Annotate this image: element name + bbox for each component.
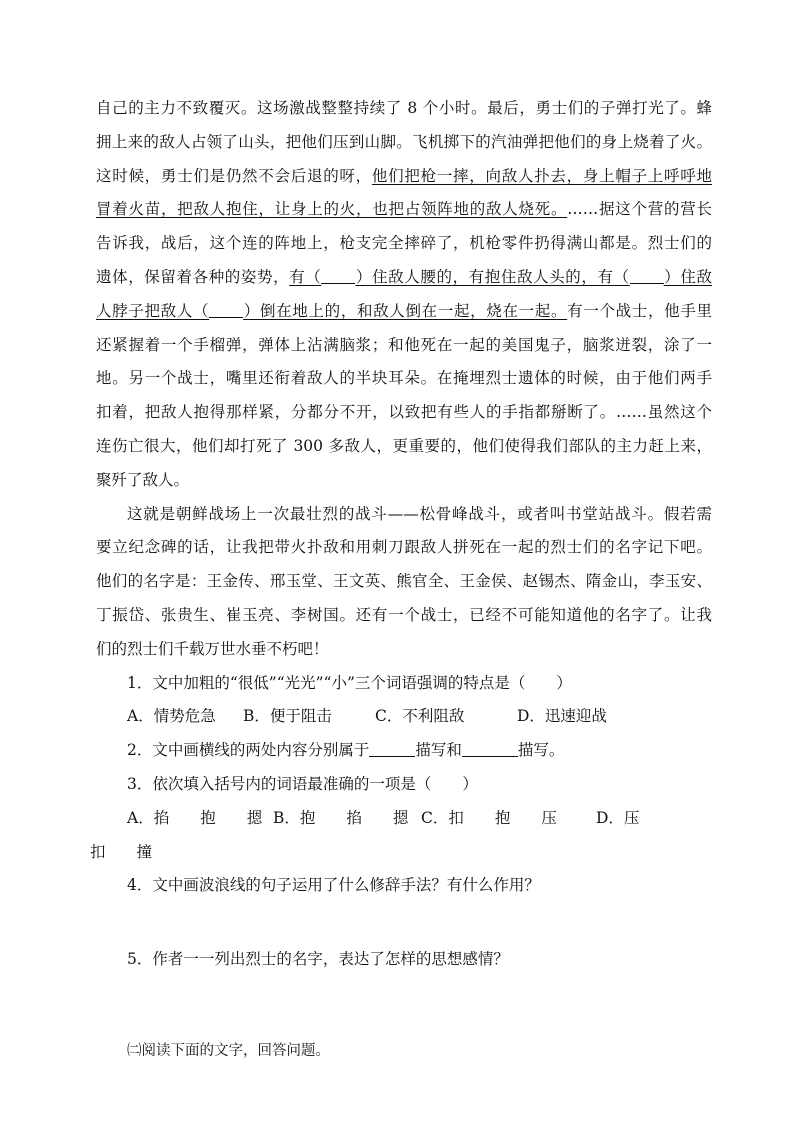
passage-text: ……据这个营的营长 xyxy=(567,200,712,219)
underlined-sentence: 人脖子把敌人（ ）倒在地上的，和敌人倒在一起，烧在一起。 xyxy=(96,301,568,320)
question-5: 5．作者一一列出烈士的名字，表达了怎样的思想感情？ xyxy=(127,950,509,969)
passage-text: 遗体，保留着各种的姿势， xyxy=(96,267,290,286)
option-a[interactable]: A．情势危急 xyxy=(127,707,216,726)
underlined-sentence: 冒着火苗，把敌人抱住，让身上的火，也把占领阵地的敌人烧死。 xyxy=(96,200,568,219)
question-2-text: 2．文中画横线的两处内容分别属于 xyxy=(127,741,370,760)
option-a[interactable]: A．掐 抱 摁 xyxy=(127,808,263,827)
passage-line: 扣着，把敌人抱得那样紧，分都分不开，以致把有些人的手指都掰断了。……虽然这个 xyxy=(96,403,712,422)
answer-space[interactable] xyxy=(96,903,712,943)
question-2 xyxy=(96,734,712,768)
passage-line xyxy=(96,160,712,194)
passage-line xyxy=(96,261,712,295)
answer-space[interactable] xyxy=(96,977,712,1035)
option-b[interactable]: B．便于阻击 xyxy=(243,707,332,726)
passage-line: 地。另一个战士，嘴里还衔着敌人的半块耳朵。在掩埋烈士遗体的时候，由于他们两手 xyxy=(96,369,712,388)
section-heading: ㈡阅读下面的文字，回答问题。 xyxy=(127,1042,330,1059)
fill-blank[interactable] xyxy=(630,267,664,284)
question-3: 3．依次填入括号内的词语最准确的一项是（ ） xyxy=(127,774,478,793)
passage-line: 拥上来的敌人占领了山头，把他们压到山脚。飞机掷下的汽油弹把他们的身上烧着了火。 xyxy=(96,132,712,151)
passage-line xyxy=(96,295,712,329)
fill-blank[interactable] xyxy=(321,267,355,284)
question-2-text: 描写和 xyxy=(415,741,462,760)
passage-text: 这时候，勇士们是仍然不会后退的呀， xyxy=(96,166,372,185)
option-d[interactable]: D．压 xyxy=(596,808,640,827)
passage-line: 丁振岱、张贵生、崔玉亮、李树国。还有一个战士，已经不可能知道他的名字了。让我 xyxy=(96,605,712,624)
passage-line: 他们的名字是：王金传、邢玉堂、王文英、熊官全、王金侯、赵锡杰、隋金山，李玉安、 xyxy=(96,572,712,591)
passage-text: 有一个战士，他手里 xyxy=(567,301,712,320)
passage-line xyxy=(96,193,712,227)
option-c[interactable]: C．扣 抱 压 xyxy=(421,808,557,827)
passage-line: 要立纪念碑的话，让我把带火扑敌和用刺刀跟敌人拼死在一起的烈士们的名字记下吧。 xyxy=(96,538,712,557)
question-4: 4．文中画波浪线的句子运用了什么修辞手法？有什么作用？ xyxy=(127,876,540,895)
option-b[interactable]: B．抱 掐 摁 xyxy=(273,808,409,827)
question-3-option-continued: 扣 撞 xyxy=(90,842,153,861)
passage-line: 们的烈士们千载万世水垂不朽吧！ xyxy=(96,639,329,658)
answer-blank[interactable] xyxy=(369,741,415,758)
underlined-sentence: 有（ ）住敌人腰的，有抱住敌人头的，有（ ）住敌 xyxy=(289,267,712,286)
passage-line: 还紧握着一个手榴弹，弹体上沾满脑浆；和他死在一起的美国鬼子，脑浆迸裂，涂了一 xyxy=(96,335,712,354)
question-3-options xyxy=(96,802,712,836)
passage-line: 聚歼了敌人。 xyxy=(96,470,190,489)
answer-blank[interactable] xyxy=(462,741,518,758)
underlined-sentence: 他们把枪一摔，向敌人扑去，身上帽子上呼呼地 xyxy=(371,166,712,185)
passage-line: 告诉我，战后，这个连的阵地上，枪支完全摔碎了，机枪零件扔得满山都是。烈士们的 xyxy=(96,234,712,253)
option-c[interactable]: C．不利阻敌 xyxy=(375,707,465,726)
passage-line: 连伤亡很大，他们却打死了 300 多敌人，更重要的，他们使得我们部队的主力赶上来， xyxy=(96,436,712,455)
option-d[interactable]: D．迅速迎战 xyxy=(517,707,607,726)
fill-blank[interactable] xyxy=(209,301,243,318)
document-page xyxy=(90,92,712,1069)
question-2-text: 描写。 xyxy=(517,741,565,760)
question-1-options xyxy=(96,700,712,734)
question-1: 1．文中加粗的“很低”“光光”“小”三个词语强调的特点是（ ） xyxy=(127,673,572,692)
passage-line: 这就是朝鲜战场上一次最壮烈的战斗——松骨峰战斗，或者叫书堂站战斗。假若需 xyxy=(127,504,712,523)
passage-line: 自己的主力不致覆灭。这场激战整整持续了 8 个小时。最后，勇士们的子弹打光了。蜂 xyxy=(96,99,712,117)
